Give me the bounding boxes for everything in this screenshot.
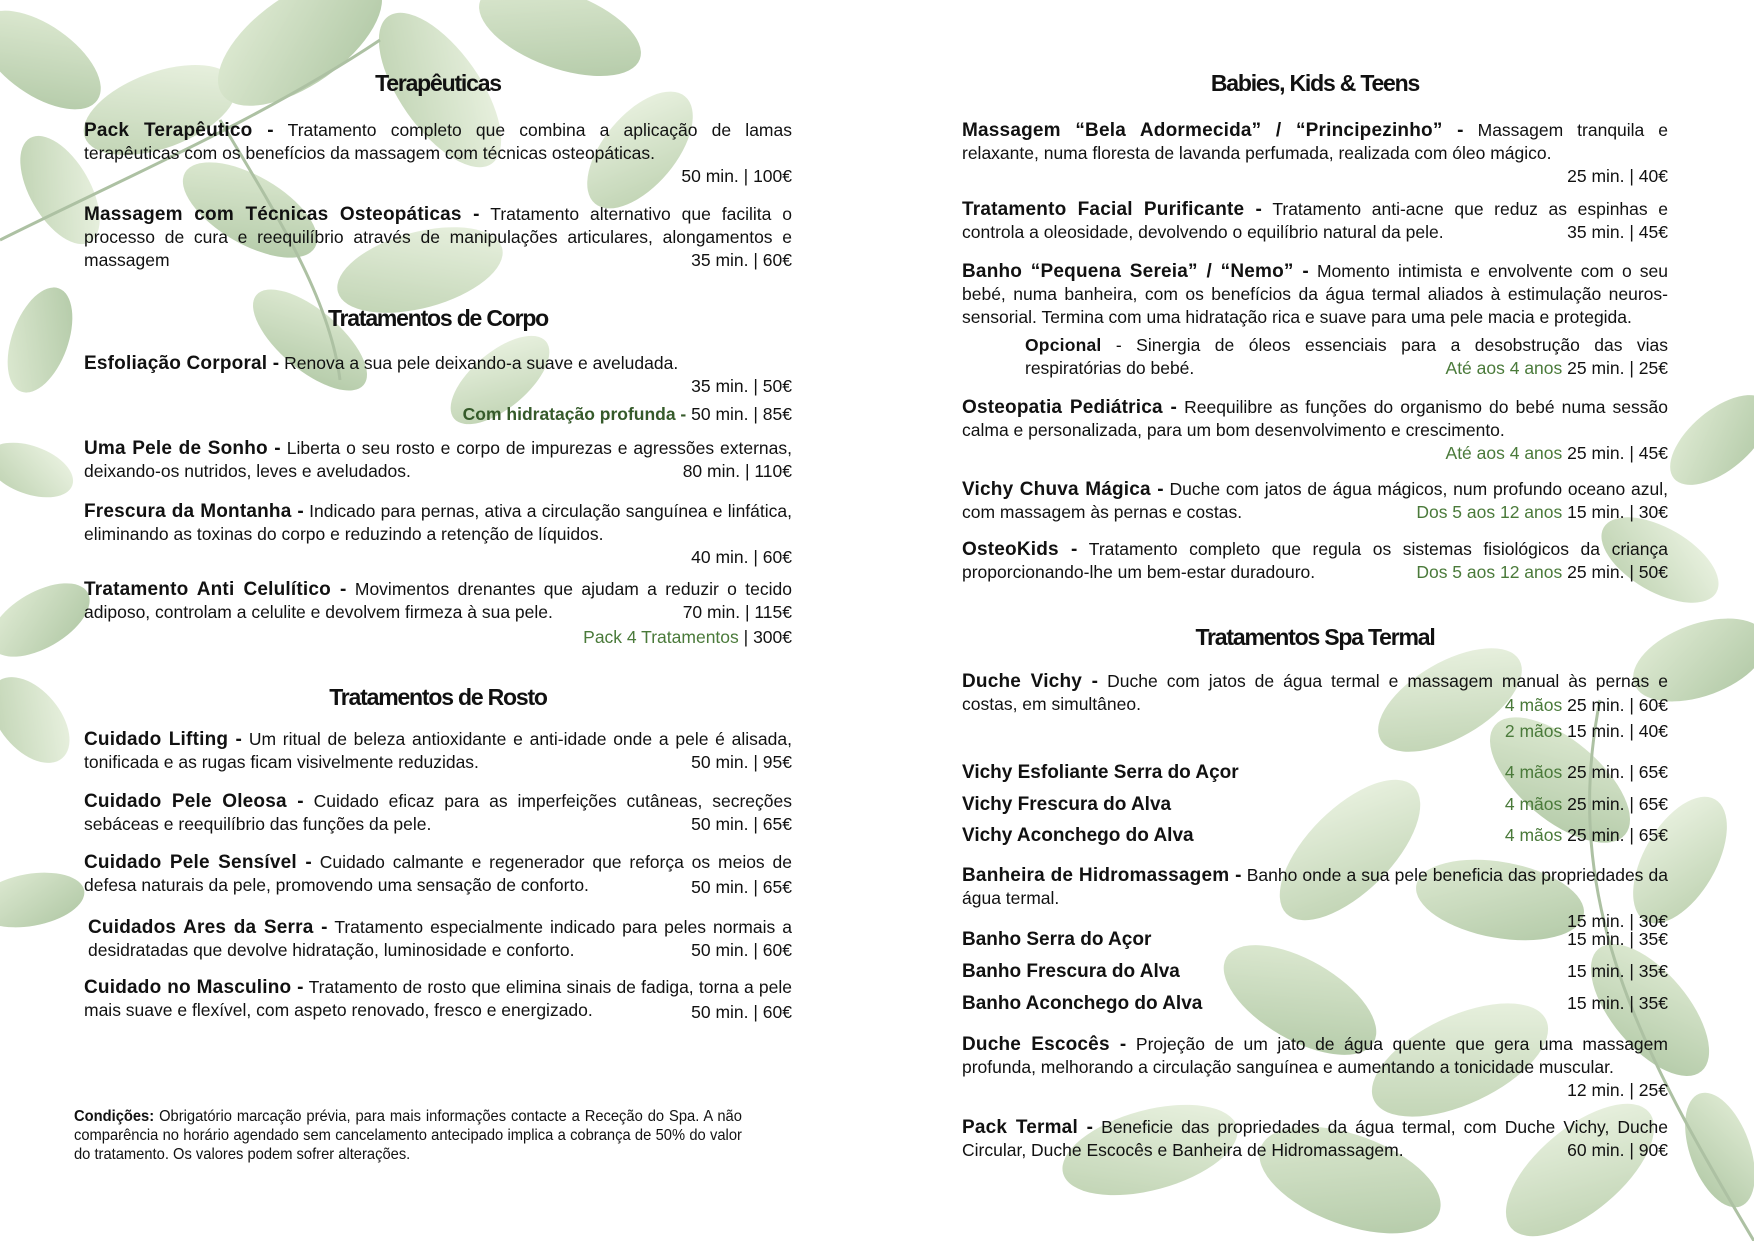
treatment-name: Vichy Aconchego do Alva: [962, 825, 1194, 846]
treatment-item: [962, 119, 1668, 188]
section-title-kids: Babies, Kids & Teens: [1210, 70, 1420, 96]
treatment-name: Massagem “Bela Adormecida” / “Principezinho” -: [962, 120, 1464, 141]
treatment-desc: Tratamento especialmente indicado para peles normais a desidratadas que devolve hidratação, luminosidade e conforto.: [88, 917, 792, 960]
treatment-desc: - Sinergia de óleos essenciais para a desobstrução das vias respiratórias do bebé.: [1025, 335, 1668, 378]
treatment-name: Uma Pele de Sonho -: [84, 438, 281, 459]
treatment-price: 15 min. | 30€: [1567, 911, 1668, 931]
treatment-desc: Tratamento completo que combina a aplicação de lamas terapêuticas com os benefícios da massagem com técnicas osteopáticas.: [84, 120, 792, 163]
treatment-price: 40 min. | 60€: [691, 547, 792, 567]
option-price: 15 min. | 40€: [1567, 721, 1668, 741]
treatment-desc: Liberta o seu rosto e corpo de impurezas e agressões externas, deixando-os nutridos, leves e aveludados.: [84, 438, 793, 481]
treatment-desc: Tratamento de rosto que elimina sinais de fadiga, torna a pele mais suave e flexível, com aspeto renovado, fresco e energizado.: [84, 977, 792, 1020]
treatment-item: [1025, 334, 1668, 380]
treatment-price: 12 min. | 25€: [1567, 1080, 1668, 1100]
treatment-desc: Duche com jatos de água termal e massagem manual às pernas e costas, em simultâneo.: [962, 671, 1668, 714]
treatment-price: 70 min. | 115€: [682, 602, 792, 622]
treatment-price: 25 min. | 45€: [1567, 443, 1668, 463]
treatment-price: 50 min. | 60€: [691, 940, 792, 960]
treatment-price: 60 min. | 90€: [1567, 1140, 1668, 1160]
treatment-name: Banho Serra do Açor: [962, 929, 1152, 950]
section-title-corpo: Tratamentos de Corpo: [327, 305, 549, 331]
option-label: 2 mãos: [1504, 721, 1563, 741]
treatment-price: 25 min. | 50€: [1567, 562, 1668, 582]
treatment-price: 35 min. | 60€: [691, 250, 792, 270]
banho-row: [962, 992, 1668, 1015]
treatment-name: Banho “Pequena Sereia” / “Nemo” -: [962, 261, 1309, 282]
option-price: 25 min. | 60€: [1567, 695, 1668, 715]
section-title-terapeuticas: Terapêuticas: [375, 70, 501, 96]
age-label: Até aos 4 anos: [1445, 443, 1563, 463]
treatment-item: [962, 1116, 1668, 1162]
treatment-price: 15 min. | 35€: [1567, 961, 1668, 981]
treatment-item: [84, 851, 792, 897]
treatment-desc: Movimentos drenantes que ajudam a reduzir o tecido adiposo, controlam a celulite e devolvem firmeza à sua pele.: [84, 579, 792, 622]
treatment-name: Banho Frescura do Alva: [962, 961, 1180, 982]
treatment-item: [962, 478, 1668, 524]
treatment-name: Duche Vichy -: [962, 671, 1099, 692]
banho-row: [962, 928, 1668, 951]
treatment-item: [84, 578, 792, 649]
treatment-name: Opcional: [1025, 335, 1102, 355]
treatment-desc: Massagem tranquila e relaxante, numa floresta de lavanda perfumada, realizada com óleo mágico.: [962, 120, 1668, 163]
treatment-desc: Beneficie das propriedades da água termal, com Duche Vichy, Duche Circular, Duche Escocês e Banheira de Hidromassagem.: [962, 1117, 1668, 1160]
treatment-item: [84, 728, 792, 774]
treatment-name: Esfoliação Corporal -: [84, 353, 280, 374]
treatment-price: 50 min. | 60€: [691, 1002, 792, 1022]
age-label: Dos 5 aos 12 anos: [1416, 562, 1563, 582]
treatment-desc: Cuidado eficaz para as imperfeições cutâneas, secreções sebáceas e reequilíbrio das funções da pele.: [84, 791, 792, 834]
treatment-item: [962, 864, 1668, 933]
treatment-name: Vichy Esfoliante Serra do Açor: [962, 762, 1239, 783]
treatment-name: Tratamento Anti Celulítico -: [84, 579, 347, 600]
treatment-name: Pack Termal -: [962, 1117, 1094, 1138]
age-label: Até aos 4 anos: [1445, 358, 1563, 378]
treatment-item: [962, 538, 1668, 584]
treatment-name: Banho Aconchego do Alva: [962, 993, 1203, 1014]
treatment-price: 35 min. | 50€: [691, 376, 792, 396]
pack-price: | 300€: [743, 627, 792, 647]
vichy-row: [962, 824, 1668, 847]
treatment-price: 50 min. | 65€: [691, 877, 792, 897]
treatment-name: Vichy Frescura do Alva: [962, 794, 1172, 815]
treatment-name: Cuidados Ares da Serra -: [88, 917, 328, 938]
treatment-price: 80 min. | 110€: [682, 461, 792, 481]
treatment-name: Tratamento Facial Purificante -: [962, 199, 1263, 220]
banho-row: [962, 960, 1668, 983]
treatment-name: Pack Terapêutico -: [84, 120, 274, 141]
treatment-item: [84, 119, 792, 188]
conditions-text: Obrigatório marcação prévia, para mais informações contacte a Receção do Spa. A não comparência no horário agendado sem cancelamento antecipado implica a cobrança de 50% do valor do tratamento. Os valores podem sofrer alterações.: [74, 1108, 742, 1163]
treatment-desc: Momento intimista e envolvente com o seu bebé, numa banheira, com os benefícios da água termal aliados à estimulação neuros-sensorial. Termina com uma hidratação rica e suave para uma pele macia e protegida.: [962, 261, 1668, 327]
treatment-price: 25 min. | 25€: [1567, 358, 1668, 378]
treatment-item: [84, 437, 792, 483]
section-title-termal: Tratamentos Spa Termal: [1195, 624, 1435, 650]
treatment-desc: Tratamento anti-acne que reduz as espinhas e controla a oleosidade, devolvendo o equilíbrio natural da pele.: [962, 199, 1668, 242]
treatment-item: [84, 352, 792, 426]
treatment-price: 15 min. | 30€: [1567, 502, 1668, 522]
treatment-price: 25 min. | 40€: [1567, 166, 1668, 186]
treatment-name: Massagem com Técnicas Osteopáticas -: [84, 204, 480, 225]
treatment-price: 25 min. | 65€: [1567, 825, 1668, 845]
age-label: Dos 5 aos 12 anos: [1416, 502, 1563, 522]
treatment-desc: Indicado para pernas, ativa a circulação sanguínea e linfática, eliminando as toxinas do corpo e reduzindo a retenção de líquidos.: [84, 501, 792, 544]
treatment-name: Frescura da Montanha -: [84, 501, 304, 522]
treatment-desc: Cuidado calmante e regenerador que reforça os meios de defesa naturais da pele, promovendo uma sensação de conforto.: [84, 852, 792, 895]
treatment-desc: Tratamento completo que regula os sistemas fisiológicos da criança proporcionando-lhe um bem-estar duradouro.: [962, 539, 1668, 582]
treatment-price: 15 min. | 35€: [1567, 929, 1668, 949]
treatment-price: 15 min. | 35€: [1567, 993, 1668, 1013]
treatment-name: OsteoKids -: [962, 539, 1078, 560]
treatment-name: Osteopatia Pediátrica -: [962, 397, 1177, 418]
treatment-name: Duche Escocês -: [962, 1034, 1127, 1055]
treatment-item: [962, 396, 1668, 465]
option-price: 50 min. | 85€: [691, 404, 792, 424]
treatment-name: Cuidado Pele Oleosa -: [84, 791, 304, 812]
option-label: 4 mãos: [1504, 695, 1563, 715]
treatment-item: [84, 203, 792, 272]
vichy-row: [962, 761, 1668, 784]
treatment-item: [84, 976, 792, 1022]
option-label: 4 mãos: [1504, 794, 1563, 814]
treatment-item: [962, 260, 1668, 329]
conditions-label: Condições:: [74, 1108, 155, 1125]
treatment-item: [962, 198, 1668, 244]
treatment-item: [84, 790, 792, 836]
vichy-row: [962, 793, 1668, 816]
treatment-name: Cuidado Lifting -: [84, 729, 243, 750]
treatment-price: 50 min. | 95€: [691, 752, 792, 772]
section-title-rosto: Tratamentos de Rosto: [329, 684, 547, 710]
option-label: 4 mãos: [1504, 825, 1563, 845]
treatment-desc: Reequilibre as funções do organismo do bebé numa sessão calma e personalizada, para um bom desenvolvimento e crescimento.: [962, 397, 1668, 440]
treatment-item: [84, 500, 792, 569]
option-label: Com hidratação profunda -: [462, 404, 687, 424]
treatment-desc: Tratamento alternativo que facilita o processo de cura e reequilíbrio através de manipulações articulares, alongamentos e massagem: [84, 204, 792, 270]
treatment-item: [962, 1033, 1668, 1102]
treatment-price: 50 min. | 65€: [691, 814, 792, 834]
conditions-note: [74, 1107, 742, 1164]
treatment-name: Vichy Chuva Mágica -: [962, 479, 1164, 500]
option-label: 4 mãos: [1504, 762, 1563, 782]
treatment-desc: Um ritual de beleza antioxidante e anti-idade onde a pele é alisada, tonificada e as rugas ficam visivelmente reduzidas.: [84, 729, 792, 772]
treatment-desc: Banho onde a sua pele beneficia das propriedades da água termal.: [962, 865, 1668, 908]
treatment-price: 25 min. | 65€: [1567, 794, 1668, 814]
treatment-item: [962, 670, 1668, 743]
treatment-name: Cuidado Pele Sensível -: [84, 852, 312, 873]
treatment-price: 35 min. | 45€: [1567, 222, 1668, 242]
treatment-desc: Renova a sua pele deixando-a suave e aveludada.: [279, 353, 679, 373]
treatment-name: Cuidado no Masculino -: [84, 977, 304, 998]
treatment-desc: Projeção de um jato de água quente que gera uma massagem profunda, melhorando a circulação sanguínea e aumentando a tonicidade muscular.: [962, 1034, 1668, 1077]
treatment-name: Banheira de Hidromassagem -: [962, 865, 1242, 886]
treatment-price: 25 min. | 65€: [1567, 762, 1668, 782]
treatment-item: [88, 916, 792, 962]
treatment-price: 50 min. | 100€: [681, 166, 792, 186]
pack-label: Pack 4 Tratamentos: [583, 627, 739, 647]
treatment-desc: Duche com jatos de água mágicos, num profundo oceano azul, com massagem às pernas e costas.: [962, 479, 1668, 522]
